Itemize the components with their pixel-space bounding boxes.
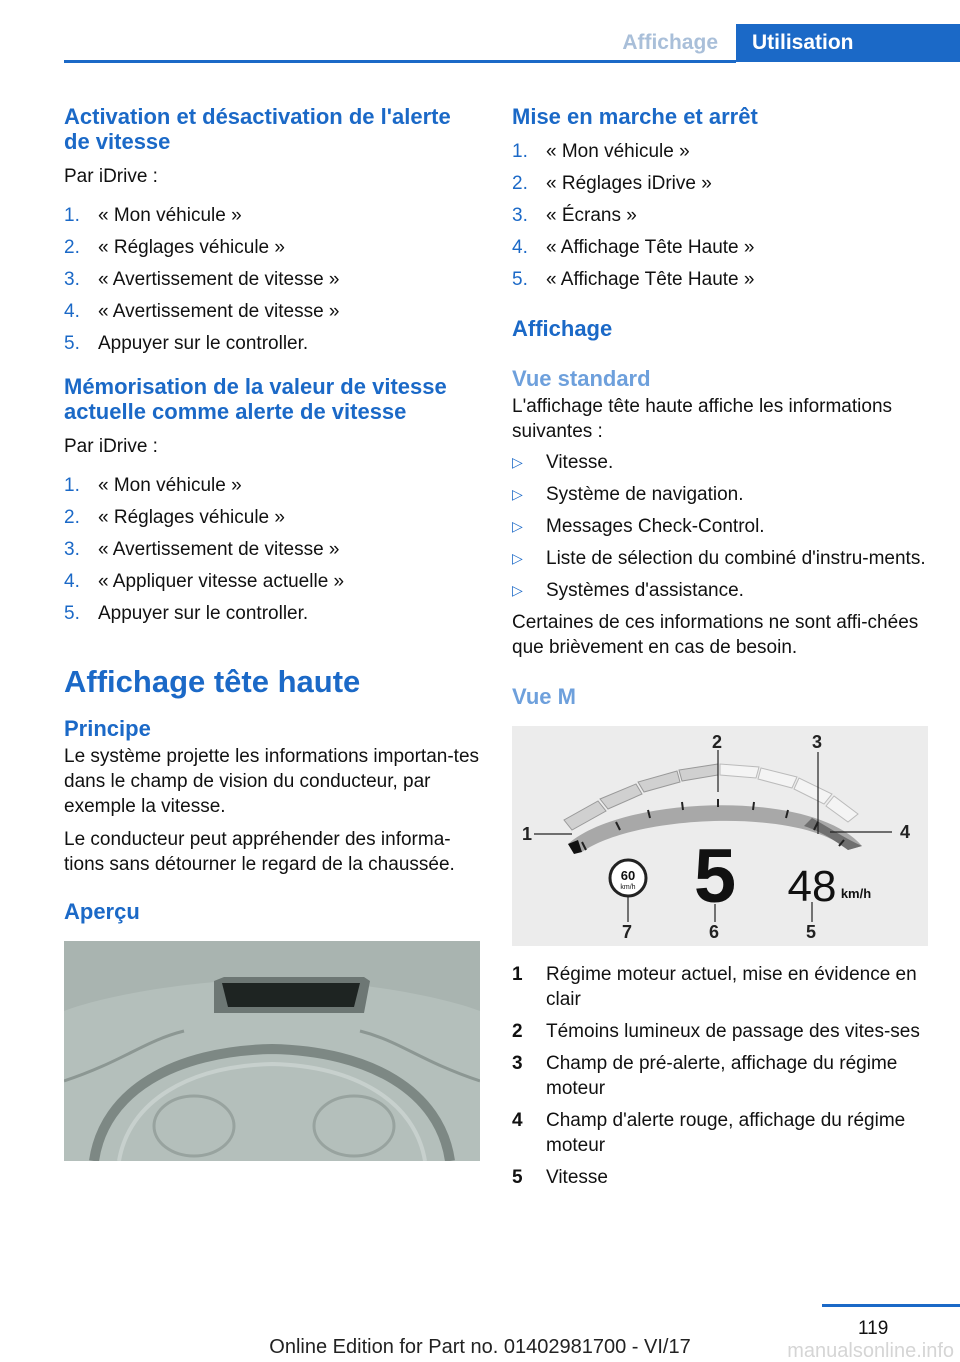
legend-item — [512, 1051, 928, 1101]
speed-readout: 48 — [787, 862, 837, 911]
legend-item — [512, 1165, 928, 1190]
section-title-speed-alert: Activation et désactivation de l'alerte de vitesse — [64, 104, 451, 154]
step-item — [64, 505, 480, 530]
legend-key: 2 — [512, 1021, 523, 1042]
principe-paragraph-1: Le système projette les informations importan-tes dans le champ de vision du conducteur, par exemple la vitesse. — [64, 746, 480, 817]
diagram-legend — [512, 962, 928, 1190]
section-title-vue-standard: Vue standard — [512, 366, 651, 391]
step-number: 2. — [64, 237, 80, 258]
step-number: 3. — [64, 539, 80, 560]
footer-rule — [822, 1304, 960, 1307]
gear-indicator: 5 — [693, 834, 737, 919]
step-text: « Mon véhicule » — [98, 205, 242, 226]
speed-limit-value: 60 — [620, 868, 636, 883]
step-text: « Réglages véhicule » — [98, 237, 285, 258]
legend-text: Champ de pré-alerte, affichage du régime moteur — [546, 1053, 898, 1099]
callout-2: 2 — [712, 732, 723, 752]
legend-text: Vitesse — [546, 1167, 608, 1188]
step-text: « Avertissement de vitesse » — [98, 539, 340, 560]
callout-1: 1 — [522, 824, 533, 844]
triangle-bullet-icon: ▷ — [512, 454, 523, 470]
vue-standard-intro: L'affichage tête haute affiche les informations suivantes : — [512, 396, 893, 442]
step-item — [512, 235, 928, 260]
bullet-text: Systèmes d'assistance. — [546, 580, 744, 601]
steps-list-memorize-speed — [64, 473, 480, 626]
step-number: 5. — [64, 333, 80, 354]
section-title-apercu: Aperçu — [64, 899, 140, 924]
triangle-bullet-icon: ▷ — [512, 518, 523, 534]
step-text: « Affichage Tête Haute » — [546, 269, 755, 290]
step-item — [64, 473, 480, 498]
header-section-label: Affichage — [622, 31, 718, 54]
step-item — [64, 601, 480, 626]
principe-paragraph-2: Le conducteur peut appréhender des informa-tions sans détourner le regard de la chaussée. — [64, 829, 455, 875]
hud-overview-illustration — [64, 941, 480, 1161]
step-text: Appuyer sur le controller. — [98, 603, 309, 624]
page-header — [0, 0, 960, 62]
legend-item — [512, 1019, 928, 1044]
legend-key: 3 — [512, 1053, 523, 1074]
step-number: 1. — [512, 141, 528, 162]
step-text: « Réglages iDrive » — [546, 173, 712, 194]
left-column — [64, 100, 480, 1161]
bullet-text: Vitesse. — [546, 452, 614, 473]
legend-key: 4 — [512, 1110, 523, 1131]
section-title-principe: Principe — [64, 716, 151, 741]
step-text: « Appliquer vitesse actuelle » — [98, 571, 345, 592]
step-item — [512, 139, 928, 164]
page-number: 119 — [858, 1318, 889, 1339]
callout-7: 7 — [622, 922, 633, 942]
step-text: « Avertissement de vitesse » — [98, 301, 340, 322]
vue-standard-list — [512, 450, 928, 603]
bullet-item — [512, 546, 928, 571]
step-text: « Avertissement de vitesse » — [98, 269, 340, 290]
step-number: 3. — [64, 269, 80, 290]
triangle-bullet-icon: ▷ — [512, 582, 523, 598]
step-text: Appuyer sur le controller. — [98, 333, 309, 354]
bullet-text: Messages Check-Control. — [546, 516, 765, 537]
step-item — [64, 267, 480, 292]
step-item — [64, 331, 480, 356]
bullet-item — [512, 578, 928, 603]
step-text: « Écrans » — [546, 205, 637, 226]
header-rule — [64, 60, 736, 63]
step-item — [64, 537, 480, 562]
step-text: « Réglages véhicule » — [98, 507, 285, 528]
bullet-text: Liste de sélection du combiné d'instru-ments. — [546, 548, 926, 569]
step-number: 4. — [64, 301, 80, 322]
steps-list-on-off — [512, 139, 928, 292]
legend-text: Champ d'alerte rouge, affichage du régime moteur — [546, 1110, 906, 1156]
step-item — [512, 171, 928, 196]
section-title-on-off: Mise en marche et arrêt — [512, 104, 758, 129]
chapter-title-hud: Affichage tête haute — [64, 664, 361, 699]
step-number: 5. — [64, 603, 80, 624]
legend-text: Régime moteur actuel, mise en évidence en clair — [546, 964, 917, 1010]
triangle-bullet-icon: ▷ — [512, 550, 523, 566]
step-item — [64, 299, 480, 324]
step-text: « Affichage Tête Haute » — [546, 237, 755, 258]
step-number: 2. — [512, 173, 528, 194]
step-number: 1. — [64, 205, 80, 226]
step-number: 1. — [64, 475, 80, 496]
step-text: « Mon véhicule » — [98, 475, 242, 496]
vue-m-diagram — [512, 726, 928, 946]
legend-key: 5 — [512, 1167, 523, 1188]
step-item — [64, 569, 480, 594]
triangle-bullet-icon: ▷ — [512, 486, 523, 502]
step-number: 4. — [512, 237, 528, 258]
step-item — [64, 203, 480, 228]
section-intro: Par iDrive : — [64, 436, 158, 457]
step-item — [64, 235, 480, 260]
bullet-text: Système de navigation. — [546, 484, 744, 505]
section-intro: Par iDrive : — [64, 166, 158, 187]
bullet-item — [512, 482, 928, 507]
edition-note: Online Edition for Part no. 01402981700 - VI/17 — [269, 1336, 691, 1358]
header-chapter-tab: Utilisation — [736, 24, 960, 62]
right-column — [512, 100, 928, 1197]
section-title-affichage: Affichage — [512, 316, 613, 341]
bullet-item — [512, 450, 928, 475]
step-text: « Mon véhicule » — [546, 141, 690, 162]
bullet-item — [512, 514, 928, 539]
vue-standard-note: Certaines de ces informations ne sont affi-chées que brièvement en cas de besoin. — [512, 612, 919, 658]
speed-unit: km/h — [840, 886, 872, 901]
speed-limit-unit: km/h — [620, 884, 636, 891]
step-item — [512, 267, 928, 292]
legend-item — [512, 962, 928, 1012]
callout-5: 5 — [806, 922, 817, 942]
callout-4: 4 — [900, 822, 911, 842]
legend-text: Témoins lumineux de passage des vites-ses — [546, 1021, 920, 1042]
callout-3: 3 — [812, 732, 823, 752]
legend-key: 1 — [512, 964, 523, 985]
section-title-vue-m: Vue M — [512, 684, 576, 709]
step-number: 3. — [512, 205, 528, 226]
step-number: 5. — [512, 269, 528, 290]
section-title-memorize-speed: Mémorisation de la valeur de vitesse actuelle comme alerte de vitesse — [64, 374, 447, 424]
steps-list-speed-alert — [64, 203, 480, 356]
step-number: 4. — [64, 571, 80, 592]
step-item — [512, 203, 928, 228]
watermark: manualsonline.info — [787, 1340, 954, 1362]
legend-item — [512, 1108, 928, 1158]
step-number: 2. — [64, 507, 80, 528]
callout-6: 6 — [709, 922, 720, 942]
